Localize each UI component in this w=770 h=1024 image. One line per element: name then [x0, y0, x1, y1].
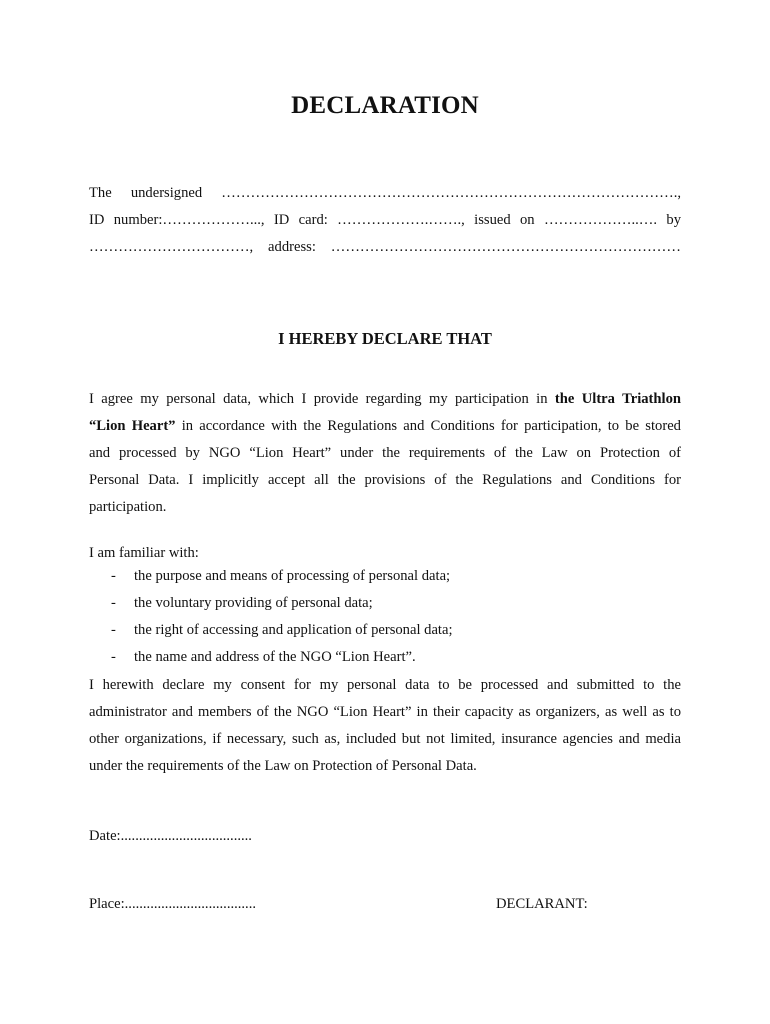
paragraph1-line4: Personal Data. I implicitly accept all the provisions of the Regulations and Conditions for — [89, 472, 681, 488]
list-item-text: the voluntary providing of personal data; — [134, 595, 373, 611]
paragraph1-line5: participation. — [89, 499, 167, 515]
declarant-label: DECLARANT: — [496, 896, 588, 912]
identity-fields — [89, 180, 681, 261]
document-title: DECLARATION — [291, 92, 479, 119]
list-item — [89, 590, 681, 617]
paragraph2-line4: under the requirements of the Law on Protection of Personal Data. — [89, 758, 477, 774]
list-item — [89, 644, 681, 671]
list-item-text: the right of accessing and application of personal data; — [134, 622, 453, 638]
declare-heading: I HEREBY DECLARE THAT — [278, 329, 492, 348]
address-line: ……………………………, address: ……………………………………………………………… — [89, 239, 681, 255]
familiar-intro: I am familiar with: — [89, 545, 199, 561]
paragraph2-line1: I herewith declare my consent for my personal data to be processed and submitted to the — [89, 677, 681, 693]
paragraph1-line3: and processed by NGO “Lion Heart” under the requirements of the Law on Protection of — [89, 445, 681, 461]
date-field: Date:.................................... — [89, 828, 252, 844]
consent-paragraph — [89, 386, 681, 521]
paragraph1-line2 — [89, 413, 681, 440]
list-dash: - — [111, 568, 116, 584]
paragraph2-line3: other organizations, if necessary, such as, included but not limited, insurance agencies and media — [89, 731, 681, 747]
event-quote-name: “Lion Heart” — [89, 418, 176, 434]
paragraph2-line2: administrator and members of the NGO “Lion Heart” in their capacity as organizers, as well as to — [89, 704, 681, 720]
list-item-text: the purpose and means of processing of personal data; — [134, 568, 451, 584]
list-item — [89, 617, 681, 644]
list-dash: - — [111, 649, 116, 665]
undersigned-line: The undersigned …………………………………………………………………………………., — [89, 185, 681, 201]
familiar-section — [89, 543, 681, 671]
paragraph1-line1 — [89, 386, 681, 413]
event-name: the Ultra Triathlon — [554, 391, 681, 407]
list-dash: - — [111, 622, 116, 638]
list-item-text: the name and address of the NGO “Lion Heart”. — [134, 649, 416, 665]
list-dash: - — [111, 595, 116, 611]
paragraph1-text: in accordance with the Regulations and Conditions for participation, to be stored — [175, 418, 681, 434]
place-field: Place:.................................... — [89, 896, 257, 912]
id-number-line: ID number:………………..., ID card: ……………….……., issued on ………………..…. by — [89, 212, 681, 228]
consent-declaration-paragraph — [89, 672, 681, 780]
paragraph1-text: I agree my personal data, which I provide regarding my participation in — [89, 391, 555, 407]
list-item — [89, 563, 681, 590]
